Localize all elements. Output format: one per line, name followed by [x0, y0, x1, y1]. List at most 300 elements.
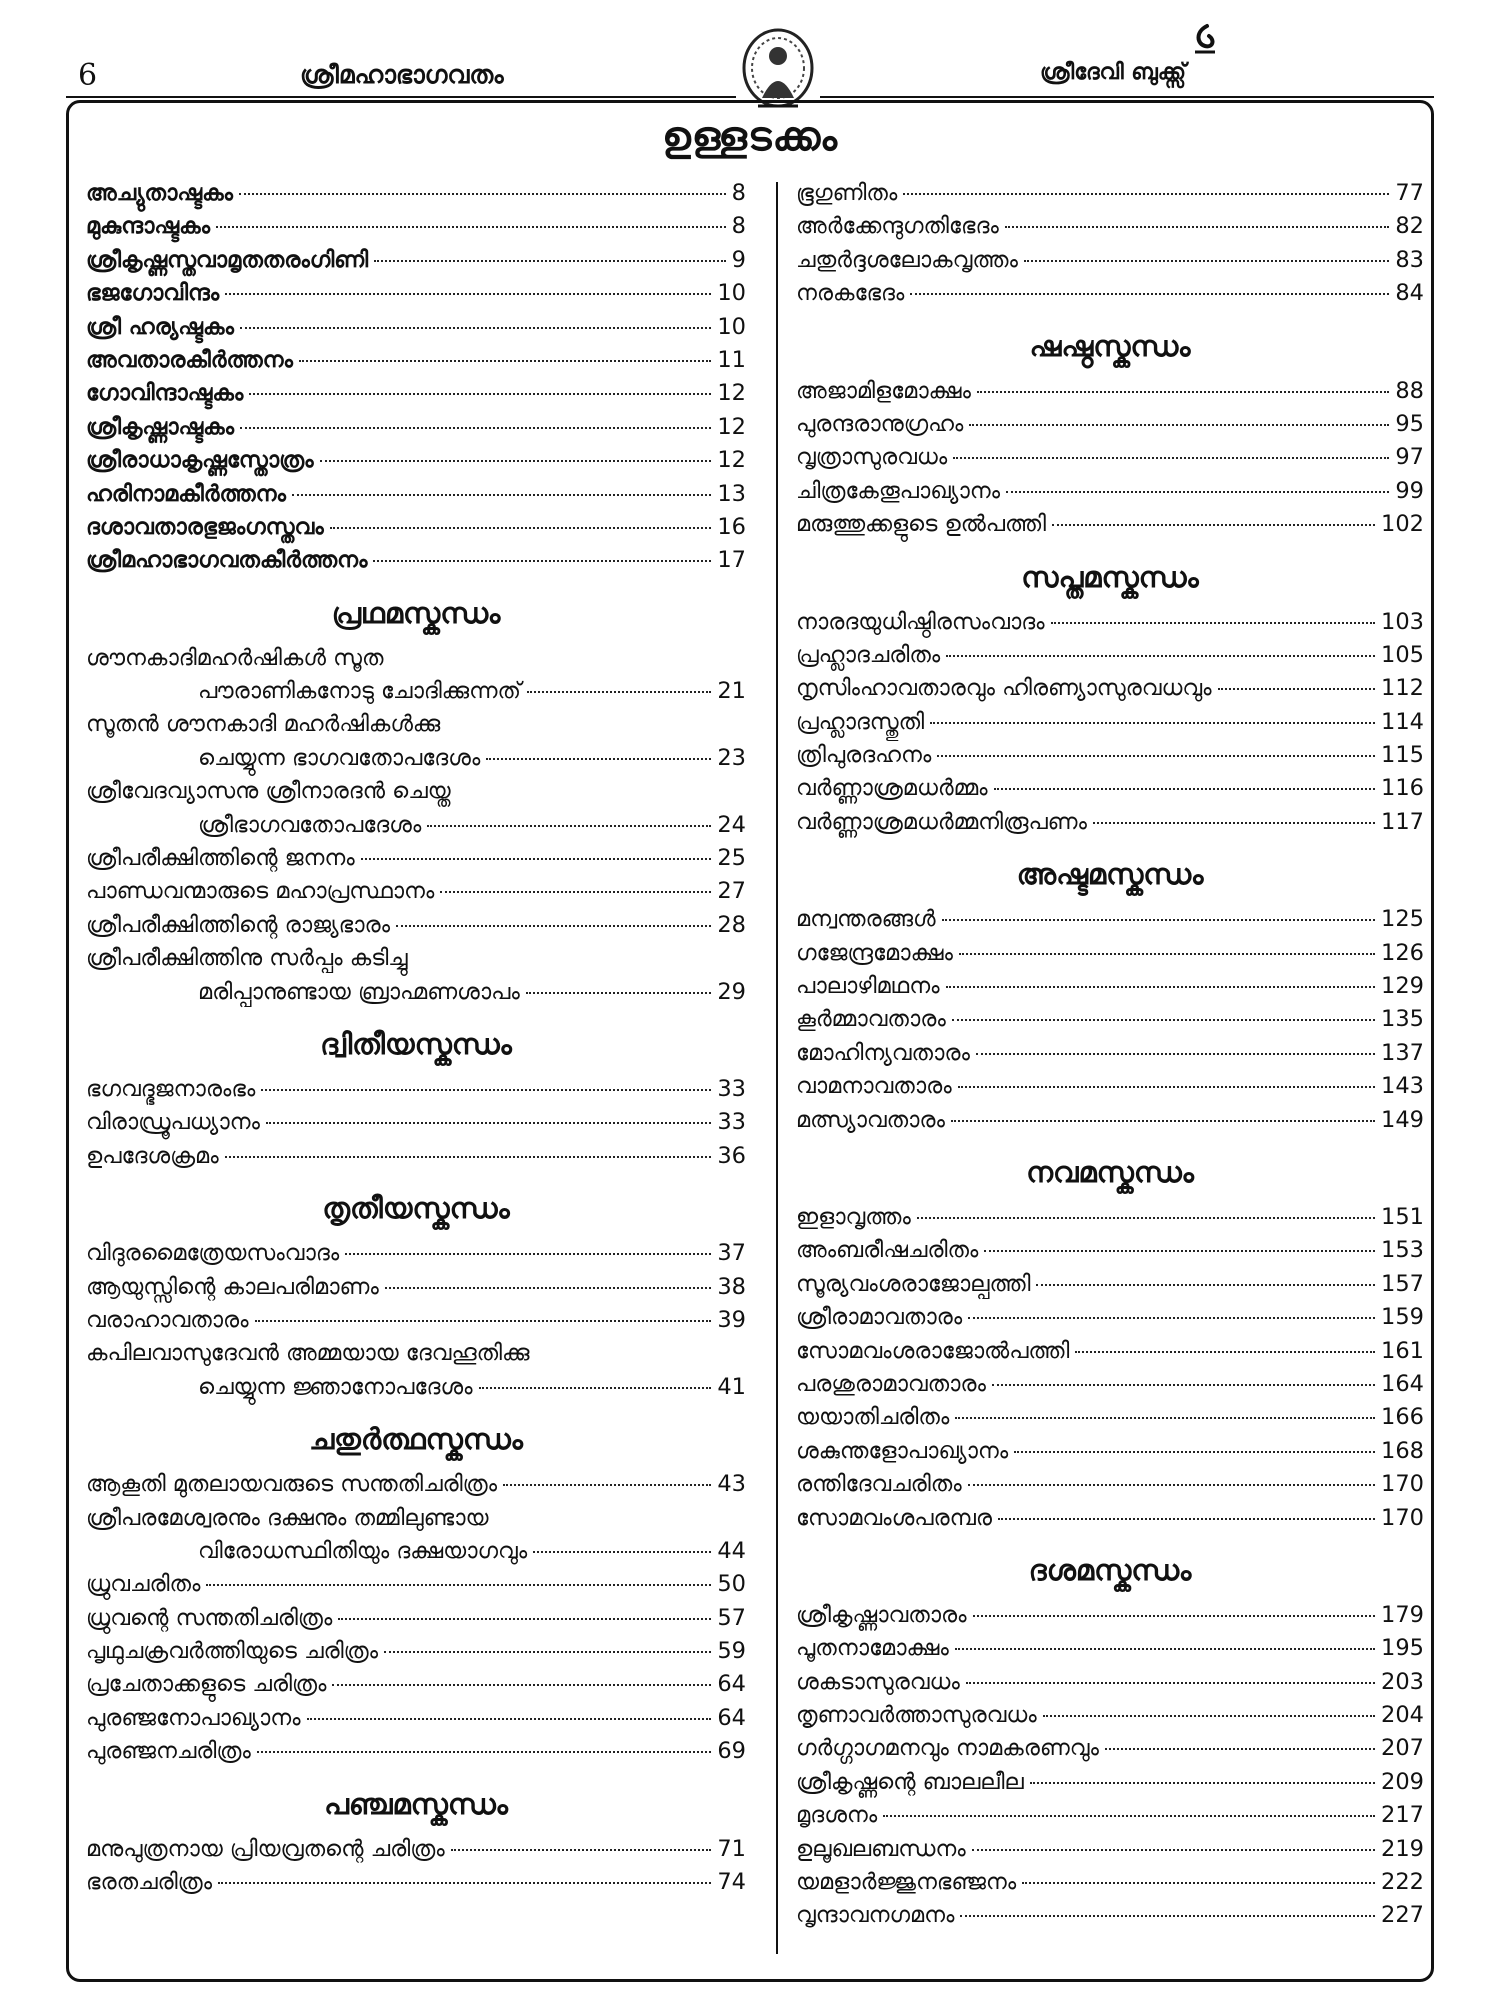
- toc-page-number: 27: [717, 878, 746, 905]
- toc-entry: [86, 745, 746, 778]
- toc-entry: [86, 180, 746, 213]
- toc-entry: [796, 1040, 1424, 1073]
- toc-entry-title: ശ്രീ ഹര്യഷ്ടകം: [86, 313, 234, 340]
- dot-leader: [240, 327, 711, 329]
- toc-entry: [796, 280, 1424, 313]
- toc-entry-title: ഭൂഗുണിതം: [796, 180, 898, 206]
- section-heading: നവമസ്കന്ധം: [1026, 1154, 1194, 1189]
- toc-entry-title: മനുപുത്രനായ പ്രിയവ്രതന്റെ ചരിത്രം: [86, 1835, 445, 1862]
- toc-page-number: 209: [1381, 1768, 1424, 1795]
- dot-leader: [503, 1484, 711, 1486]
- toc-entry: [86, 1738, 746, 1771]
- toc-page-number: 217: [1381, 1802, 1424, 1829]
- toc-entry-title: ശ്രീപരീക്ഷിത്തിനു സർപ്പം കടിച്ചു: [86, 945, 408, 972]
- page-number: 6: [78, 58, 98, 93]
- dot-leader: [960, 1915, 1375, 1917]
- toc-page-number: 179: [1381, 1601, 1424, 1628]
- toc-entry-title: മൃദശനം: [796, 1802, 878, 1829]
- dot-leader: [292, 494, 711, 496]
- toc-entry-line: [86, 945, 746, 978]
- toc-page-number: 102: [1381, 511, 1424, 538]
- toc-entry: [86, 1605, 746, 1638]
- toc-page-number: 74: [717, 1869, 746, 1896]
- toc-entry-title: വൃന്ദാവനഗമനം: [796, 1902, 955, 1929]
- toc-entry: [86, 812, 746, 845]
- toc-entry-title: ശ്രീരാമാവതാരം: [796, 1304, 963, 1331]
- toc-page-number: 170: [1381, 1504, 1424, 1531]
- toc-entry-title: പ്രഹ്ലാദസ്തുതി: [796, 708, 925, 735]
- toc-entry-title: പ്രഹ്ലാദചരിതം: [796, 641, 941, 668]
- toc-entry-title: വാമനാവതാരം: [796, 1073, 952, 1100]
- toc-page-number: 69: [717, 1738, 746, 1765]
- toc-page-number: 10: [717, 280, 746, 307]
- toc-entry: [796, 742, 1424, 775]
- toc-entry-title: ശ്രീരാധാകൃഷ്ണസ്തോത്രം: [86, 447, 314, 474]
- toc-entry: [86, 1869, 746, 1902]
- toc-page-number: 16: [717, 513, 746, 540]
- toc-page-number: 59: [717, 1638, 746, 1665]
- toc-page-number: 125: [1381, 906, 1424, 933]
- dot-leader: [1036, 1284, 1375, 1286]
- toc-page-number: 9: [731, 246, 746, 273]
- toc-entry-title: ശ്രീപരമേശ്വരനും ദക്ഷനും തമ്മിലുണ്ടായ: [86, 1504, 489, 1531]
- toc-page-number: 8: [731, 213, 746, 240]
- toc-page-number: 195: [1381, 1635, 1424, 1662]
- toc-page-number: 12: [717, 380, 746, 407]
- toc-entry: [796, 1669, 1424, 1702]
- dot-leader: [255, 1320, 712, 1322]
- dot-leader: [1006, 491, 1389, 493]
- toc-entry-title: അവതാരകീർത്തനം: [86, 346, 293, 373]
- toc-page-number: 222: [1381, 1869, 1424, 1896]
- toc-page-number: 24: [717, 811, 746, 838]
- toc-entry-line: [86, 778, 746, 811]
- toc-entry: [796, 1006, 1424, 1039]
- toc-entry: [796, 1769, 1424, 1802]
- toc-page-number: 153: [1381, 1237, 1424, 1264]
- toc-page-number: 38: [717, 1273, 746, 1300]
- toc-page-number: 159: [1381, 1304, 1424, 1331]
- toc-entry: [86, 1143, 746, 1176]
- toc-entry: [86, 1374, 746, 1407]
- dot-leader: [1051, 622, 1375, 624]
- toc-page-number: 207: [1381, 1735, 1424, 1762]
- toc-page-number: 11: [717, 346, 746, 373]
- dot-leader: [396, 925, 711, 927]
- toc-entry: [86, 481, 746, 514]
- dot-leader: [959, 953, 1375, 955]
- toc-page-number: 168: [1381, 1437, 1424, 1464]
- toc-page-number: 116: [1381, 775, 1424, 802]
- toc-page-number: 36: [717, 1142, 746, 1169]
- dot-leader: [946, 986, 1376, 988]
- dot-leader: [1052, 524, 1375, 526]
- toc-entry: [86, 1307, 746, 1340]
- dot-leader: [998, 1518, 1375, 1520]
- toc-entry: [796, 378, 1424, 411]
- toc-entry-title: ധ്രുവചരിതം: [86, 1571, 201, 1598]
- toc-page-number: 84: [1395, 280, 1424, 307]
- toc-entry: [86, 678, 746, 711]
- toc-page-number: 219: [1381, 1835, 1424, 1862]
- toc-entry: [796, 1802, 1424, 1835]
- dot-leader: [1218, 688, 1375, 690]
- dot-leader: [1024, 260, 1389, 262]
- toc-page-number: 88: [1395, 377, 1424, 404]
- dot-leader: [946, 655, 1375, 657]
- dot-leader: [249, 393, 711, 395]
- dot-leader: [225, 293, 711, 295]
- toc-entry-title: ധ്രുവന്റെ സന്തതിചരിത്രം: [86, 1604, 333, 1631]
- toc-entry-title: ആയുസ്സിന്റെ കാലപരിമാണം: [86, 1273, 379, 1300]
- toc-entry: [796, 940, 1424, 973]
- toc-entry-title: മന്വന്തരങ്ങൾ: [796, 906, 936, 933]
- toc-page-number: 143: [1381, 1073, 1424, 1100]
- toc-entry-title: വരാഹാവതാരം: [86, 1306, 249, 1333]
- toc-page-number: 117: [1381, 808, 1424, 835]
- toc-entry-line: [86, 711, 746, 744]
- dot-leader: [1014, 1451, 1375, 1453]
- toc-entry: [796, 511, 1424, 544]
- toc-entry-title: പുരഞ്ജനോപാഖ്യാനം: [86, 1704, 301, 1731]
- dot-leader: [969, 424, 1389, 426]
- toc-entry-title: ഗജേന്ദ്രമോക്ഷം: [796, 939, 953, 966]
- dot-leader: [966, 1682, 1375, 1684]
- toc-entry-title: വൃത്രാസുരവധം: [796, 444, 948, 471]
- toc-entry-title: മരുത്തുക്കളുടെ ഉൽപത്തി: [796, 511, 1046, 538]
- toc-entry-title: ചെയ്യുന്ന ഭാഗവതോപദേശം: [198, 744, 481, 771]
- toc-entry-title: ശ്രീകൃഷ്ണാവതാരം: [796, 1601, 967, 1628]
- section-heading: ഷഷ്ഠസ്കന്ധം: [1029, 328, 1191, 363]
- toc-entry: [86, 347, 746, 380]
- toc-page-number: 43: [717, 1471, 746, 1498]
- dot-leader: [972, 1849, 1375, 1851]
- dot-leader: [361, 858, 712, 860]
- toc-entry-title: പാണ്ഡവന്മാരുടെ മഹാപ്രസ്ഥാനം: [86, 878, 435, 905]
- toc-entry: [86, 1240, 746, 1273]
- toc-entry-title: ശ്രീപരീക്ഷിത്തിന്റെ ജനനം: [86, 845, 355, 872]
- dot-leader: [1105, 1748, 1375, 1750]
- dot-leader: [977, 391, 1389, 393]
- toc-page-number: 37: [717, 1240, 746, 1267]
- toc-entry: [796, 973, 1424, 1006]
- toc-entry: [796, 609, 1424, 642]
- toc-entry-title: ശ്രീകൃഷ്ണന്റെ ബാലലീല: [796, 1768, 1024, 1795]
- toc-entry: [86, 447, 746, 480]
- toc-entry-title: ശകടാസുരവധം: [796, 1668, 960, 1695]
- toc-entry-title: ശ്രീഭാഗവതോപദേശം: [198, 811, 422, 838]
- dot-leader: [216, 226, 726, 228]
- dot-leader: [992, 1384, 1375, 1386]
- dot-leader: [330, 527, 712, 529]
- toc-entry-title: കൂർമ്മാവതാരം: [796, 1006, 946, 1033]
- toc-entry-title: ശ്രീകൃഷ്ണസ്തവാമൃതതരംഗിണി: [86, 246, 369, 273]
- toc-page-number: 23: [717, 744, 746, 771]
- toc-column-right: [796, 180, 1424, 1936]
- running-title: ശ്രീമഹാഭാഗവതം: [300, 60, 504, 89]
- section-heading: പഞ്ചമസ്കന്ധം: [324, 1786, 508, 1821]
- dot-leader: [218, 1882, 711, 1884]
- toc-entry-line: [86, 1340, 746, 1373]
- toc-page-number: 99: [1395, 477, 1424, 504]
- toc-page-number: 8: [731, 180, 746, 206]
- page-title: ഉള്ളടക്കം: [661, 114, 839, 160]
- toc-entry-title: ചിത്രകേതൂപാഖ്യാനം: [796, 477, 1001, 504]
- toc-entry-title: ഗോവിന്ദാഷ്ടകം: [86, 380, 244, 407]
- toc-page-number: 204: [1381, 1702, 1424, 1729]
- toc-entry-title: കപിലവാസുദേവൻ അമ്മയായ ദേവഹൂതിക്കു: [86, 1340, 530, 1367]
- dot-leader: [917, 1217, 1375, 1219]
- toc-entry-title: വിദുരമൈത്രേയസംവാദം: [86, 1240, 340, 1267]
- dot-leader: [257, 1751, 712, 1753]
- dot-leader: [952, 1019, 1375, 1021]
- dot-leader: [239, 193, 726, 195]
- toc-page-number: 39: [717, 1306, 746, 1333]
- toc-entry-title: ഭഗവദ്ഭജനാരംഭം: [86, 1075, 256, 1102]
- toc-page-number: 114: [1381, 708, 1424, 735]
- toc-entry-title: പ്രചേതാക്കളുടെ ചരിത്രം: [86, 1671, 327, 1698]
- dot-leader: [533, 1551, 711, 1553]
- toc-entry-line: [86, 1505, 746, 1538]
- dot-leader: [1043, 1715, 1375, 1717]
- toc-entry-title: യമളാർജ്ജുനഭഞ്ജനം: [796, 1869, 1017, 1896]
- toc-page-number: 25: [717, 845, 746, 872]
- dot-leader: [299, 360, 711, 362]
- toc-entry-title: ഭജഗോവിന്ദം: [86, 280, 220, 307]
- dot-leader: [526, 992, 712, 994]
- toc-page-number: 50: [717, 1571, 746, 1598]
- toc-entry-title: സൂതൻ ശൗനകാദി മഹർഷികൾക്കു: [86, 711, 441, 738]
- toc-entry: [796, 1735, 1424, 1768]
- toc-entry: [796, 1204, 1424, 1237]
- toc-page-number: 112: [1381, 675, 1424, 702]
- toc-entry: [796, 1304, 1424, 1337]
- toc-entry-title: ഗർഗ്ഗാഗമനവും നാമകരണവും: [796, 1735, 1099, 1762]
- dot-leader: [451, 1849, 712, 1851]
- dot-leader: [440, 891, 711, 893]
- toc-page-number: 103: [1381, 608, 1424, 635]
- dot-leader: [486, 758, 711, 760]
- dot-leader: [384, 1651, 711, 1653]
- dot-leader: [1075, 1351, 1375, 1353]
- dot-leader: [953, 457, 1389, 459]
- toc-entry-title: വിരോധസ്ഥിതിയും ദക്ഷയാഗവും: [198, 1537, 528, 1564]
- toc-entry: [796, 1237, 1424, 1270]
- toc-entry: [86, 1274, 746, 1307]
- toc-entry: [796, 775, 1424, 808]
- dot-leader: [951, 1120, 1375, 1122]
- toc-page-number: 83: [1395, 246, 1424, 273]
- toc-entry-title: പൗരാണികനോടു ചോദിക്കുന്നത്: [198, 678, 522, 705]
- toc-entry-title: ഉപദേശക്രമം: [86, 1142, 219, 1169]
- toc-entry-title: ത്രിപുരദഹനം: [796, 742, 932, 769]
- dot-leader: [385, 1287, 712, 1289]
- toc-entry: [796, 180, 1424, 213]
- toc-entry-title: പൃഥുചക്രവർത്തിയുടെ ചരിത്രം: [86, 1638, 379, 1665]
- toc-entry-title: ശ്രീവേദവ്യാസനു ശ്രീനാരദൻ ചെയ്ത: [86, 778, 451, 805]
- toc-entry: [796, 1471, 1424, 1504]
- toc-page-number: 151: [1381, 1203, 1424, 1230]
- toc-page-number: 135: [1381, 1006, 1424, 1033]
- toc-entry-title: ശ്രീകൃഷ്ണാഷ്ടകം: [86, 413, 235, 440]
- toc-entry: [796, 1902, 1424, 1935]
- publisher-name: ശ്രീദേവി ബുക്ക്സ്: [1040, 60, 1187, 85]
- dot-leader: [345, 1253, 711, 1255]
- toc-entry-title: അച്യുതാഷ്ടകം: [86, 180, 233, 206]
- toc-entry: [796, 1869, 1424, 1902]
- header-rule-right: [820, 96, 1434, 98]
- dot-leader: [903, 193, 1389, 195]
- toc-entry-title: പുരന്ദരാനുഗ്രഹം: [796, 410, 964, 437]
- toc-page-number: 105: [1381, 641, 1424, 668]
- toc-entry: [796, 809, 1424, 842]
- toc-entry-title: വിരാഡ്രൂപധ്യാനം: [86, 1109, 260, 1136]
- dot-leader: [225, 1156, 712, 1158]
- section-heading: ദശമസ്കന്ധം: [1028, 1552, 1192, 1587]
- toc-entry: [86, 414, 746, 447]
- toc-entry: [796, 675, 1424, 708]
- toc-entry-title: വർണ്ണാശ്രമധർമ്മം: [796, 775, 988, 802]
- dot-leader: [910, 293, 1389, 295]
- toc-entry-title: ഇളാവൃത്തം: [796, 1203, 911, 1230]
- toc-entry-title: പരശുരാമാവതാരം: [796, 1370, 986, 1397]
- toc-page-number: 126: [1381, 939, 1424, 966]
- dot-leader: [883, 1815, 1375, 1817]
- toc-page-number: 64: [717, 1704, 746, 1731]
- dot-leader: [427, 825, 711, 827]
- header-rule-left: [66, 96, 736, 98]
- toc-page-number: 33: [717, 1109, 746, 1136]
- toc-entry-title: സോമവംശരാജോൽപത്തി: [796, 1337, 1070, 1364]
- section-heading: അഷ്ടമസ്കന്ധം: [1016, 857, 1204, 892]
- toc-entry: [796, 213, 1424, 246]
- toc-entry-title: ചതുർദ്ദശലോകവൃത്തം: [796, 246, 1018, 273]
- dot-leader: [955, 1648, 1375, 1650]
- section-heading: ചതുർത്ഥസ്കന്ധം: [309, 1422, 523, 1457]
- dot-leader: [994, 788, 1375, 790]
- toc-entry: [796, 1505, 1424, 1538]
- toc-entry: [796, 1635, 1424, 1668]
- toc-entry: [796, 444, 1424, 477]
- toc-entry: [86, 280, 746, 313]
- toc-page-number: 115: [1381, 742, 1424, 769]
- dot-leader: [338, 1618, 711, 1620]
- toc-page-number: 227: [1381, 1902, 1424, 1929]
- toc-entry-title: നരകഭേദം: [796, 280, 905, 307]
- toc-entry-title: പൂതനാമോക്ഷം: [796, 1635, 949, 1662]
- toc-page-number: 77: [1395, 180, 1424, 206]
- toc-entry-title: അർക്കേന്ദുഗതിഭേദം: [796, 213, 999, 240]
- toc-entry-title: അംബരീഷചരിതം: [796, 1237, 979, 1264]
- toc-entry: [86, 514, 746, 547]
- dot-leader: [240, 427, 711, 429]
- page-header: [0, 0, 1500, 110]
- toc-page-number: 57: [717, 1604, 746, 1631]
- dot-leader: [1022, 1882, 1375, 1884]
- toc-page-number: 82: [1395, 213, 1424, 240]
- toc-entry: [86, 845, 746, 878]
- toc-page-number: 28: [717, 911, 746, 938]
- toc-page-number: 13: [717, 480, 746, 507]
- dot-leader: [332, 1684, 711, 1686]
- section-heading: തൃതീയസ്കന്ധം: [322, 1191, 510, 1226]
- toc-entry: [796, 478, 1424, 511]
- toc-entry-title: മോഹിന്യവതാരം: [796, 1039, 970, 1066]
- toc-entry: [796, 1836, 1424, 1869]
- dot-leader: [984, 1250, 1375, 1252]
- toc-entry-title: ദശാവതാരഭുജംഗസ്തവം: [86, 513, 324, 540]
- toc-page-number: 129: [1381, 973, 1424, 1000]
- toc-page-number: 44: [717, 1537, 746, 1564]
- toc-entry: [796, 642, 1424, 675]
- toc-entry-title: നൃസിംഹാവതാരവും ഹിരണ്യാസുരവധവും: [796, 675, 1212, 702]
- toc-entry: [796, 709, 1424, 742]
- toc-entry-title: ശൗനകാദിമഹർഷികൾ സൂത: [86, 644, 384, 671]
- toc-entry: [796, 1602, 1424, 1635]
- toc-entry: [86, 1836, 746, 1869]
- toc-page-number: 149: [1381, 1106, 1424, 1133]
- toc-entry-title: തൃണാവർത്താസുരവധം: [796, 1702, 1037, 1729]
- toc-entry-title: മരിപ്പാനുണ്ടായ ബ്രാഹ്മണശാപം: [198, 978, 520, 1005]
- toc-entry: [796, 1438, 1424, 1471]
- toc-page-number: 41: [717, 1373, 746, 1400]
- toc-page-number: 33: [717, 1075, 746, 1102]
- toc-page-number: 97: [1395, 444, 1424, 471]
- dot-leader: [942, 919, 1375, 921]
- toc-entry: [796, 247, 1424, 280]
- toc-entry: [86, 314, 746, 347]
- toc-entry: [86, 1471, 746, 1504]
- toc-entry-title: അജാമിളമോക്ഷം: [796, 377, 971, 404]
- dot-leader: [1005, 226, 1390, 228]
- toc-entry-title: ശ്രീപരീക്ഷിത്തിന്റെ രാജ്യഭാരം: [86, 911, 391, 938]
- dot-leader: [968, 1317, 1375, 1319]
- toc-entry: [86, 1109, 746, 1142]
- toc-entry-title: മുകുന്ദാഷ്ടകം: [86, 213, 210, 240]
- toc-entry: [86, 1538, 746, 1571]
- toc-entry: [86, 912, 746, 945]
- dot-leader: [307, 1718, 712, 1720]
- toc-entry-title: പാലാഴിമഥനം: [796, 973, 940, 1000]
- dot-leader: [1093, 822, 1375, 824]
- dot-leader: [527, 691, 711, 693]
- dot-leader: [958, 1086, 1375, 1088]
- section-heading: ദ്വിതീയസ്കന്ധം: [320, 1026, 512, 1061]
- toc-page-number: 29: [717, 978, 746, 1005]
- toc-entry-title: സോമവംശപരമ്പര: [796, 1504, 992, 1531]
- toc-entry-title: വർണ്ണാശ്രമധർമ്മനിരൂപണം: [796, 808, 1087, 835]
- dot-leader: [976, 1053, 1375, 1055]
- toc-entry: [796, 1702, 1424, 1735]
- toc-entry: [86, 213, 746, 246]
- dot-leader: [930, 722, 1375, 724]
- toc-page-number: 64: [717, 1671, 746, 1698]
- toc-entry: [796, 906, 1424, 939]
- dot-leader: [266, 1122, 711, 1124]
- toc-entry: [86, 979, 746, 1012]
- dot-leader: [206, 1584, 711, 1586]
- dot-leader: [968, 1484, 1375, 1486]
- dot-leader: [373, 560, 711, 562]
- toc-entry: [86, 1671, 746, 1704]
- toc-entry-title: നാരദയുധിഷ്ഠിരസംവാദം: [796, 608, 1045, 635]
- toc-entry: [86, 247, 746, 280]
- column-divider: [776, 182, 778, 1954]
- toc-page-number: 203: [1381, 1668, 1424, 1695]
- toc-entry-title: ഭരതചരിത്രം: [86, 1869, 213, 1896]
- toc-page-number: 21: [717, 678, 746, 705]
- toc-entry: [796, 1107, 1424, 1140]
